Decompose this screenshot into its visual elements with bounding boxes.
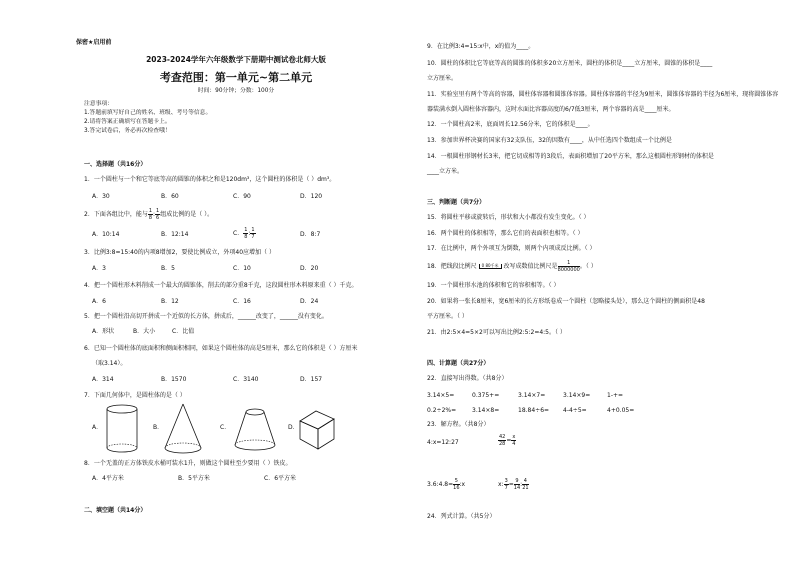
q6-option-c: C．3140 bbox=[233, 376, 259, 383]
notes-heading: 注意事项： bbox=[84, 101, 113, 107]
q18-text-a: 18．把线段比例尺 bbox=[427, 263, 477, 270]
equation-3 bbox=[427, 478, 465, 491]
q1-option-b: B．60 bbox=[161, 193, 179, 200]
question-14: 14．一根圆柱形钢材长3米，把它切成相等的3段后，表面积增加了20平方米，那么这根圆柱形钢材的体积是 bbox=[427, 153, 714, 160]
section-judge-heading: 三、判断题（共7分） bbox=[427, 199, 486, 206]
question-6: 6．已知一个圆柱体的底面积和侧面积相同，如果这个圆柱体的高是5厘米，那么它的体积是（ ）方厘米 bbox=[84, 345, 358, 352]
calc-item: 0.375+= bbox=[472, 392, 500, 399]
fraction-denominator: 21 bbox=[522, 485, 529, 491]
fraction-denominator: 16 bbox=[453, 485, 460, 491]
q2-option-c-colon: : bbox=[248, 230, 251, 237]
calc-item: 3.14×7= bbox=[518, 392, 546, 399]
fraction-numerator: 1 bbox=[558, 260, 580, 267]
calc-item: 4+0.05= bbox=[607, 407, 635, 414]
q3-option-b: B．5 bbox=[161, 265, 175, 272]
q7-option-b: B． bbox=[153, 424, 164, 431]
fraction-denominator: 8 bbox=[148, 215, 153, 221]
q2-option-b: B．12:14 bbox=[161, 231, 189, 238]
fraction-numerator: 1 bbox=[156, 208, 160, 214]
cylinder-shape bbox=[104, 403, 140, 455]
time-score-info: 时间：90分钟；分数：100分 bbox=[197, 88, 275, 94]
section-choice-heading: 一、选择题（共16分） bbox=[84, 161, 147, 168]
q4-option-b: B．12 bbox=[161, 298, 179, 305]
note-item: 3.答完试卷后，务必再次检查哦！ bbox=[84, 128, 171, 134]
line-scale-bar: 0 80千米 bbox=[479, 264, 502, 269]
equals-sign: = bbox=[508, 481, 514, 488]
fraction-denominator: 8 bbox=[244, 234, 248, 240]
question-6-cont: （取3.14）。 bbox=[92, 360, 127, 367]
cone-shape bbox=[162, 402, 204, 456]
question-12: 12．一个圆柱高2米，底面周长12.56分米，它的体积是____。 bbox=[427, 121, 594, 128]
q7-option-d: D． bbox=[288, 424, 299, 431]
question-20: 20．如果将一张长8厘米，宽6厘米的长方形纸卷成一个圆柱（忽略接头处），那么这个圆柱的侧面积是48 bbox=[427, 298, 705, 305]
q8-option-a: A．4平方米 bbox=[92, 475, 124, 482]
fraction-numerator: 5 bbox=[454, 478, 458, 484]
fraction-numerator: 9 bbox=[515, 478, 519, 484]
question-5: 5．把一个圆柱沿高切开拼成一个近似的长方体，拼成后，______改变了，______没有变化。 bbox=[84, 313, 328, 320]
fraction-numerator: 1 bbox=[148, 208, 153, 214]
q3-option-c: C．10 bbox=[233, 265, 251, 272]
question-19: 19．一个圆柱形水池的体积和它的容积相等。（ ） bbox=[427, 282, 560, 289]
question-3: 3．比例3:8=15:40的内项8增加2，要使比例成立，外项40应增加（ ） bbox=[84, 249, 275, 256]
q1-option-c: C．90 bbox=[233, 193, 251, 200]
calc-item: 18.84÷6= bbox=[518, 407, 550, 414]
q2-text-c: 组成比例的是（ ）。 bbox=[160, 211, 214, 218]
q8-option-b: B．5平方米 bbox=[178, 475, 210, 482]
frustum-shape bbox=[232, 407, 278, 453]
q6-option-d: D．157 bbox=[300, 376, 323, 383]
q5-option-a: A．形状 bbox=[92, 328, 115, 335]
q1-option-a: A．30 bbox=[92, 193, 110, 200]
calc-item: 3.14×9= bbox=[563, 392, 591, 399]
question-20-cont: 平方厘米。（ ） bbox=[427, 313, 468, 320]
eq3-text-b: :x bbox=[459, 481, 466, 488]
question-16: 16．两个圆柱的体积相等，那么它们的表面积也相等。（ ） bbox=[427, 230, 584, 237]
calc-item: 1-+= bbox=[607, 392, 624, 399]
fraction-numerator: 42 bbox=[499, 434, 506, 440]
q18-text-c: 。（ ） bbox=[579, 263, 597, 270]
fraction-numerator: 1 bbox=[251, 227, 255, 233]
q5-option-b: B．大小 bbox=[133, 328, 156, 335]
fraction-numerator: x bbox=[512, 434, 516, 440]
q2-text-a: 2．下面各组比中，能与 bbox=[84, 211, 148, 218]
question-24: 24．列式计算。（共5分） bbox=[427, 513, 496, 520]
q2-option-c-label: C． bbox=[233, 230, 244, 237]
question-21: 21．由2:5×4=5×2可以写出比例2:5:2=4:5。（ ） bbox=[427, 329, 566, 336]
q3-option-a: A．3 bbox=[92, 265, 106, 272]
q2-option-c bbox=[233, 227, 256, 240]
fraction-numerator: 1 bbox=[244, 227, 248, 233]
note-item: 2.请将答案正确填写在答题卡上。 bbox=[84, 119, 171, 125]
cube-shape bbox=[296, 407, 338, 451]
question-9: 9．在比例3:4=15:x中，x的值为____。 bbox=[427, 43, 535, 50]
q6-option-a: A．314 bbox=[92, 376, 114, 383]
equals-sign: = bbox=[506, 437, 512, 444]
q1-option-d: D．120 bbox=[300, 193, 323, 200]
q18-text-b: 改写成数值比例尺是 bbox=[503, 263, 558, 270]
fraction-denominator: 14 bbox=[513, 485, 521, 491]
question-11-cont: 器装满水倒入圆柱体容器内，这时水面比容器高度的6/7低3厘米，两个容器的高是____厘米。 bbox=[427, 106, 675, 113]
equation-1: 4:x=12:27 bbox=[427, 439, 459, 446]
calc-item: 3.14×5= bbox=[427, 392, 455, 399]
question-23: 23．解方程。（共8分） bbox=[427, 421, 490, 428]
q4-option-c: C．16 bbox=[233, 298, 251, 305]
question-18 bbox=[427, 260, 597, 273]
note-item: 1.答题前填写好自己的姓名、班级、考号等信息。 bbox=[84, 110, 212, 116]
fraction bbox=[250, 227, 255, 240]
q5-option-c: C．比值 bbox=[172, 328, 195, 335]
question-22: 22．直接写出得数。（共8分） bbox=[427, 375, 508, 382]
equation-4 bbox=[498, 478, 529, 491]
q6-option-b: B．1570 bbox=[161, 376, 187, 383]
eq4-colon: : bbox=[520, 481, 523, 488]
question-1: 1．一个圆柱与一个和它等底等高的圆锥的体积之和是120dm³，这个圆柱的体积是（ ）dm³。 bbox=[84, 176, 336, 183]
question-4: 4．把一个圆柱形木料削成一个最大的圆锥体，削去的部分重8千克，这段圆柱形木料原来重（ ）千克。 bbox=[84, 282, 358, 289]
q7-option-a: A． bbox=[92, 424, 103, 431]
calc-item: 4-4÷5= bbox=[563, 407, 587, 414]
q2-colon: : bbox=[153, 211, 156, 218]
question-17: 17．在比例中，两个外项互为倒数，则两个内项成反比例。（ ） bbox=[427, 245, 596, 252]
section-calc-heading: 四、计算题（共27分） bbox=[427, 360, 490, 367]
fraction-denominator: 28 bbox=[499, 441, 506, 447]
fraction bbox=[511, 434, 516, 447]
calc-item: 0.2÷2%= bbox=[427, 407, 457, 414]
section-fill-heading: 二、填空题（共14分） bbox=[84, 507, 147, 514]
eq4-text-a: x: bbox=[498, 481, 504, 488]
confidential-label: 保密★启用前 bbox=[76, 39, 112, 46]
fraction-numerator: 3 bbox=[504, 478, 508, 484]
q8-option-c: C．6平方米 bbox=[264, 475, 297, 482]
q2-option-d: D．8:7 bbox=[300, 231, 321, 238]
fraction bbox=[522, 478, 528, 491]
equation-2 bbox=[498, 434, 516, 447]
question-10-cont: 立方厘米。 bbox=[427, 75, 458, 82]
q3-option-d: D．20 bbox=[300, 265, 319, 272]
question-11: 11．实验室里有两个等高的容器，圆柱体容器和圆锥体容器。圆柱体容器的半径为9厘米，圆锥体容器的半径为6厘米，现将圆锥体容 bbox=[427, 91, 779, 98]
question-13: 13．参加世界杯决赛的国家有32支队伍，32的因数有____，从中任选四个数组成一个比例是 bbox=[427, 137, 672, 144]
fraction-denominator: 4 bbox=[512, 441, 516, 447]
fraction-denominator: 6 bbox=[156, 215, 160, 221]
q7-option-c: C． bbox=[220, 424, 231, 431]
question-14-cont: ____立方米。 bbox=[427, 168, 464, 175]
fraction-denominator: 7 bbox=[504, 485, 508, 491]
fraction-denominator: 8000000 bbox=[557, 267, 580, 273]
q2-option-a: A．10:14 bbox=[92, 231, 120, 238]
exam-scope: 考查范围：第一单元~第二单元 bbox=[159, 71, 313, 84]
question-15: 15．将圆柱平移或旋转后，形状和大小都没有发生变化。（ ） bbox=[427, 214, 590, 221]
fraction-denominator: 7 bbox=[251, 234, 255, 240]
calc-item: 3.14×8= bbox=[472, 407, 500, 414]
question-2 bbox=[84, 208, 213, 221]
exam-title: 2023-2024学年六年级数学下册期中测试卷北师大版 bbox=[146, 55, 326, 64]
question-8: 8．一个无盖的正方体铁皮水桶可装水1升，则做这个圆柱至少要用（ ）铁皮。 bbox=[84, 460, 292, 467]
question-10: 10．圆柱的体积比它等底等高的圆锥的体积多20立方厘米，圆柱的体积是____立方厘米，圆锥的体积是____ bbox=[427, 60, 713, 67]
fraction bbox=[558, 260, 580, 273]
eq3-text-a: 3.6:4.8= bbox=[427, 481, 454, 488]
question-7: 7．下面几何体中，是圆柱体的是（ ） bbox=[84, 392, 186, 399]
fraction-numerator: 4 bbox=[523, 478, 527, 484]
q4-option-a: A．6 bbox=[92, 298, 106, 305]
q4-option-d: D．24 bbox=[300, 298, 319, 305]
